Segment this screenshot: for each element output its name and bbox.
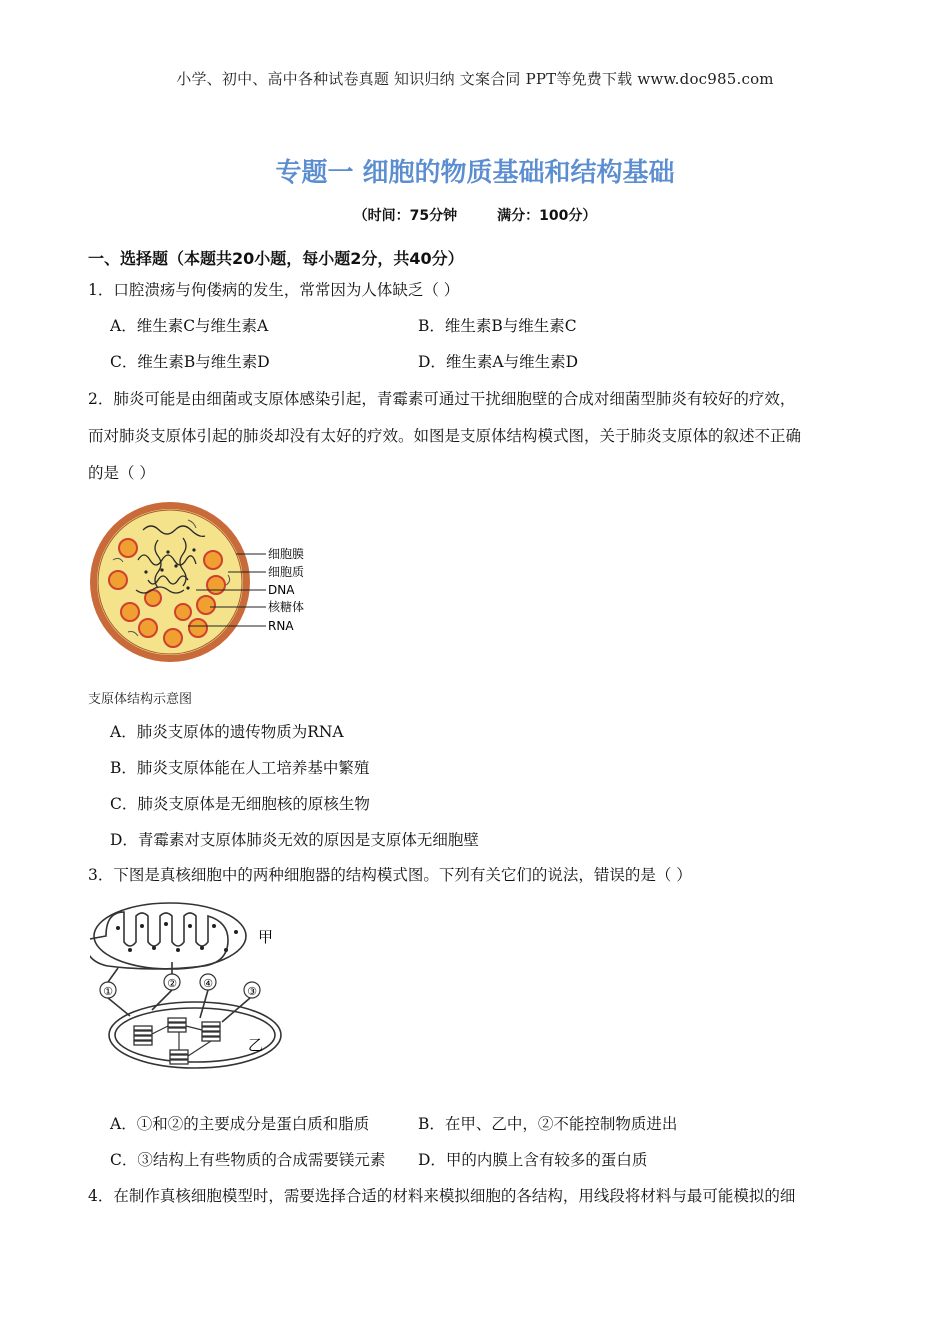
q3-stem: 3．下图是真核细胞中的两种细胞器的结构模式图。下列有关它们的说法，错误的是（ ） (88, 866, 692, 884)
q4-stem: 4．在制作真核细胞模型时，需要选择合适的材料来模拟细胞的各结构，用线段将材料与最可能模拟的细 (88, 1187, 796, 1205)
q1-option-a: A．维生素C与维生素A (110, 317, 269, 335)
label-4: ④ (203, 977, 213, 990)
mitochondrion-matrix-dots (116, 922, 238, 952)
q2-stem-line-1: 2．肺炎可能是由细菌或支原体感染引起，青霉素可通过干扰细胞壁的合成对细菌型肺炎有较好的疗效， (88, 390, 796, 408)
q3-option-c: C．③结构上有些物质的合成需要镁元素 (110, 1151, 386, 1169)
label-2: ② (167, 977, 177, 990)
label-yi: 乙 (248, 1036, 264, 1054)
q2-option-d: D．青霉素对支原体肺炎无效的原因是支原体无细胞壁 (110, 831, 479, 849)
page-title: 专题一 细胞的物质基础和结构基础 (275, 158, 675, 188)
q2-option-c: C．肺炎支原体是无细胞核的原核生物 (110, 795, 370, 813)
q3-option-d: D．甲的内膜上含有较多的蛋白质 (418, 1151, 648, 1169)
label-jia: 甲 (258, 928, 274, 946)
label-ribosome: 核糖体 (268, 600, 305, 614)
q2-option-a: A．肺炎支原体的遗传物质为RNA (110, 723, 344, 741)
label-cytoplasm: 细胞质 (268, 565, 305, 579)
exam-info (0, 205, 950, 225)
q1-option-c: C．维生素B与维生素D (110, 353, 270, 371)
section-heading: 一、选择题（本题共20小题，每小题2分，共40分） (88, 249, 464, 268)
exam-score: 满分：100分） (497, 208, 597, 224)
exam-time: （时间：75分钟 (353, 208, 458, 224)
q3-option-a: A．①和②的主要成分是蛋白质和脂质 (110, 1115, 370, 1133)
number-circles (100, 974, 260, 998)
q1-stem: 1．口腔溃疡与佝偻病的发生，常常因为人体缺乏（ ） (88, 281, 460, 299)
mitochondrion-cristae (90, 912, 228, 969)
q3-option-b: B．在甲、乙中，②不能控制物质进出 (418, 1115, 678, 1133)
mycoplasma-figure (88, 500, 328, 670)
organelle-figure (90, 898, 290, 1073)
q2-stem-line-3: 的是（ ） (88, 464, 155, 482)
q1-option-b: B．维生素B与维生素C (418, 317, 577, 335)
q2-figure-caption: 支原体结构示意图 (88, 692, 193, 707)
label-dna: DNA (268, 583, 295, 597)
label-1: ① (103, 985, 113, 998)
q2-option-b: B．肺炎支原体能在人工培养基中繁殖 (110, 759, 370, 777)
label-rna: RNA (268, 619, 294, 633)
q1-option-d: D．维生素A与维生素D (418, 353, 579, 371)
q2-stem-line-2: 而对肺炎支原体引起的肺炎却没有太好的疗效。如图是支原体结构模式图，关于肺炎支原体的叙述不正确 (88, 427, 802, 445)
label-cell-membrane: 细胞膜 (268, 547, 305, 561)
page-header: 小学、初中、高中各种试卷真题 知识归纳 文案合同 PPT等免费下载 www.doc985.com (176, 70, 774, 88)
label-3: ③ (247, 985, 257, 998)
